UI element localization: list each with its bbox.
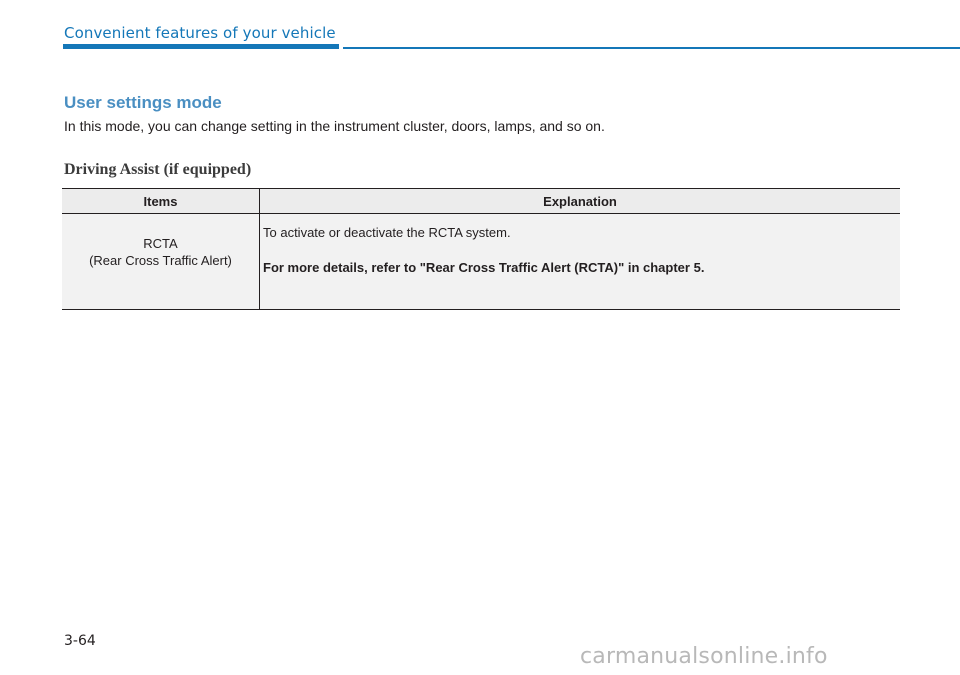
section-title: User settings mode: [64, 93, 222, 112]
explanation-cell: [260, 214, 901, 310]
settings-table: [62, 188, 900, 310]
table-row: [62, 214, 900, 310]
item-name: RCTA: [143, 236, 178, 251]
page-number: 3-64: [64, 633, 96, 649]
section-intro: In this mode, you can change setting in the instrument cluster, doors, lamps, and so on.: [64, 118, 605, 134]
explanation-reference: For more details, refer to "Rear Cross Traffic Alert (RCTA)" in chapter 5.: [263, 260, 705, 275]
item-cell: [62, 214, 260, 310]
item-full-name: (Rear Cross Traffic Alert): [89, 253, 232, 268]
table-header-row: [62, 189, 900, 214]
header-rule: [343, 47, 960, 49]
explanation-text: To activate or deactivate the RCTA system.: [263, 225, 511, 240]
page-header: [0, 0, 960, 56]
column-header-explanation: Explanation: [260, 189, 901, 214]
subsection-title: Driving Assist (if equipped): [64, 161, 252, 178]
header-accent-bar: [63, 44, 339, 49]
chapter-title: Convenient features of your vehicle: [64, 24, 336, 42]
watermark: carmanualsonline.info: [580, 644, 828, 669]
column-header-items: Items: [62, 189, 260, 214]
